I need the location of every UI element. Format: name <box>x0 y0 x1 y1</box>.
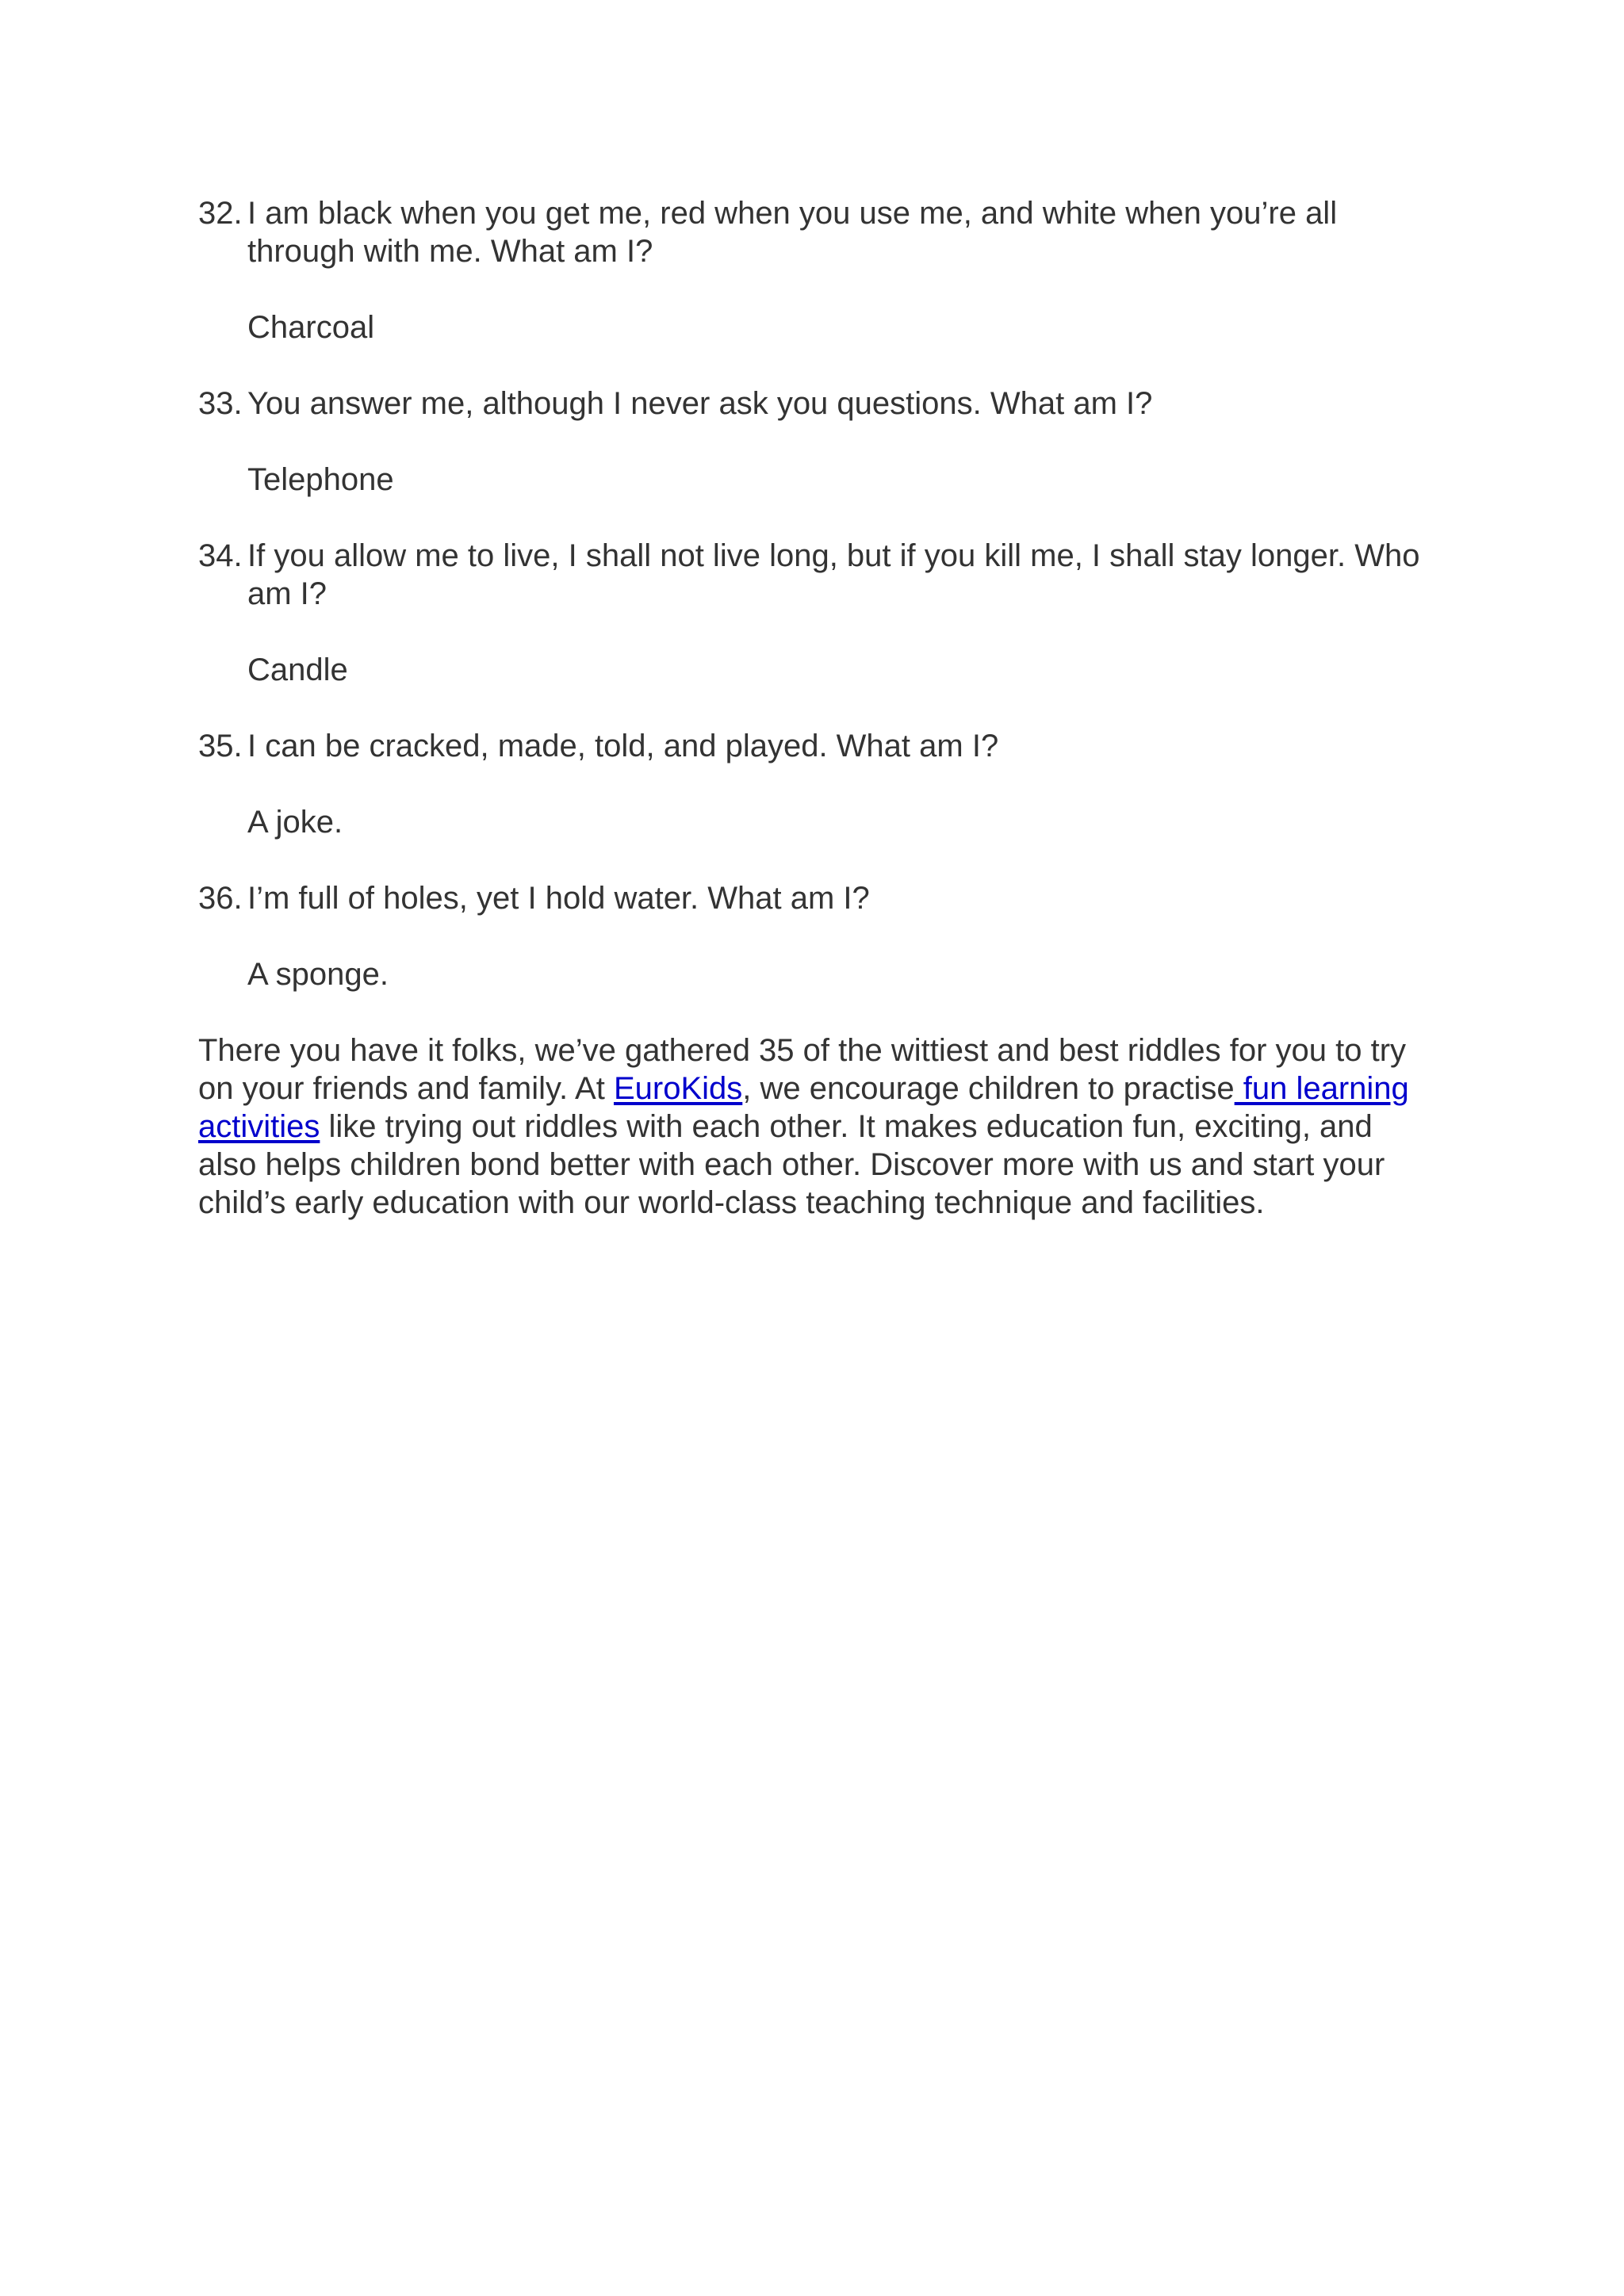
riddle-answer: Charcoal <box>247 310 375 345</box>
riddle-number: 34. <box>198 538 243 573</box>
riddle-number: 32. <box>198 196 243 231</box>
riddle-number: 35. <box>198 729 243 763</box>
riddle-item-33 <box>198 385 1435 499</box>
closing-text-part-3: like trying out riddles with each other. It makes education fun, exciting, and also helps children bond better with each other. Discover more with us and start your child’s early education with our world-class teaching technique and facilities. <box>198 1109 1385 1220</box>
eurokids-link[interactable]: EuroKids <box>613 1071 743 1106</box>
closing-text-part-1: There you have it folks, we’ve gathered 35 of the wittiest and best riddles for you to try on your friends and family. At <box>198 1033 1407 1106</box>
riddle-question: You answer me, although I never ask you questions. What am I? <box>247 386 1153 421</box>
riddle-item-32 <box>198 194 1435 346</box>
riddle-item-34 <box>198 537 1435 689</box>
riddle-item-36 <box>198 879 1435 993</box>
riddle-answer: A joke. <box>247 805 343 840</box>
riddle-question: I can be cracked, made, told, and played. What am I? <box>247 729 999 763</box>
closing-paragraph <box>198 1031 1435 1222</box>
riddle-answer: Candle <box>247 652 348 687</box>
riddle-item-35 <box>198 727 1435 841</box>
closing-text-part-2: , we encourage children to practise <box>742 1071 1235 1106</box>
fun-learning-activities-link[interactable]: fun learning activities <box>198 1071 1409 1144</box>
riddle-answer: Telephone <box>247 462 394 497</box>
riddle-number: 33. <box>198 386 243 421</box>
riddle-number: 36. <box>198 881 243 916</box>
riddle-question: I am black when you get me, red when you use me, and white when you’re all through with me. What am I? <box>247 196 1338 269</box>
page-content <box>198 194 1435 1253</box>
riddle-answer: A sponge. <box>247 957 389 992</box>
riddle-question: I’m full of holes, yet I hold water. What am I? <box>247 881 870 916</box>
riddle-question: If you allow me to live, I shall not live long, but if you kill me, I shall stay longer. Who am I? <box>247 538 1420 611</box>
